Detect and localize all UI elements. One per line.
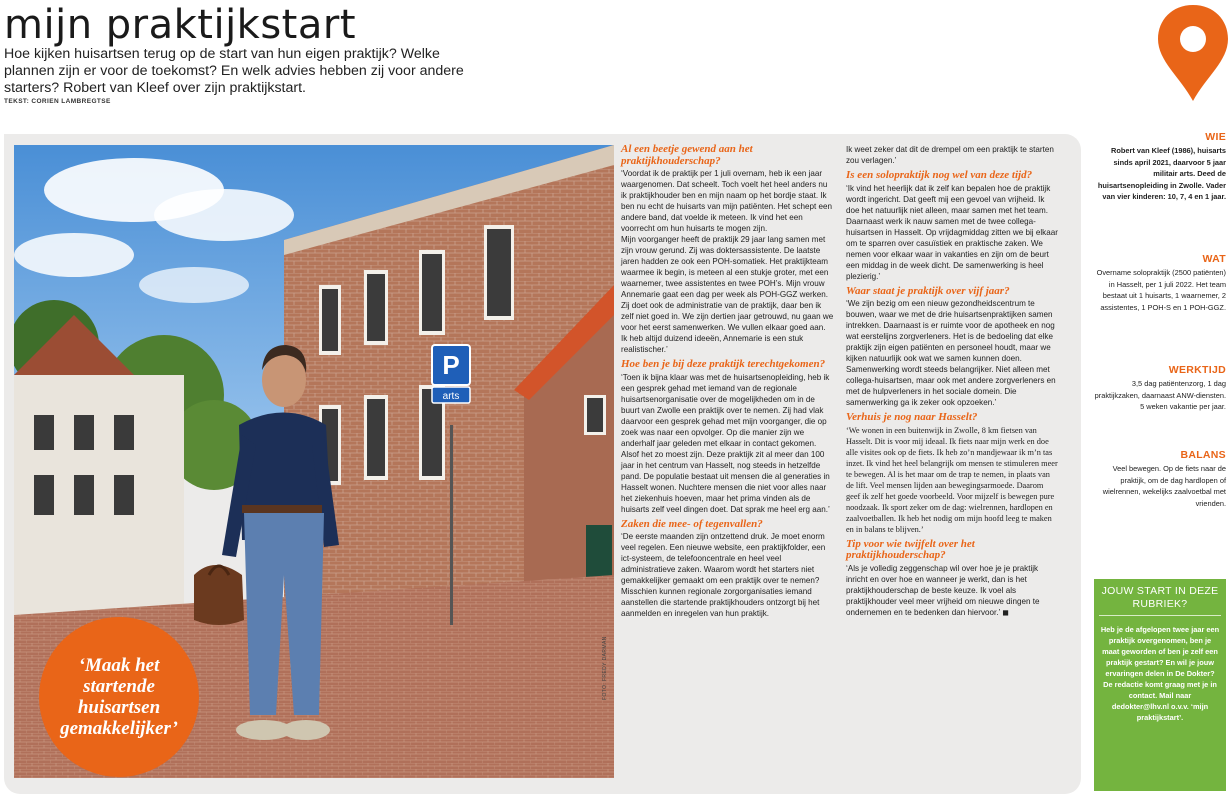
qa-block (846, 286, 1059, 409)
answer-paragraph: Mijn voorganger heeft de praktijk 29 jaar lang samen met zijn vrouw gerund. Zij was doktersassistente. De laatste jaren hadden ze ook een POH-somatiek. Het praktijkteam waarmee ik begin, is meteen al een stukje groter, met een waarnemer, twee assistentes en twee POH’s. Mijn vrouw Annemarie gaat een dag per week als POH-GGZ werken. Zij doet ook de administratie van de praktijk, daar ben ik zelf niet goed in. We zijn dertien jaar getrouwd, nu gaan we voor het eerst samenwerken. We vullen elkaar goed aan. Ik heb altijd duizend ideeën, Annemarie is een stuk realistischer.’ (621, 235, 834, 354)
location-pin-icon (1156, 3, 1229, 103)
photo-credit: FOTO: FREDY DARMAN (602, 636, 608, 700)
qa-block (621, 359, 834, 515)
question-heading: Is een solopraktijk nog wel van deze tijd? (846, 169, 1033, 181)
qa-block (846, 144, 1059, 166)
qa-block (846, 170, 1059, 282)
answer-paragraph: ‘Ik vind het heerlijk dat ik zelf kan bepalen hoe de praktijk wordt ingericht. Dat geeft mij een gevoel van vrijheid. Ik doe het natuurlijk niet alleen, maar samen met het team. Daarnaast werk ik nauw samen met de twee collega-huisartsen in Hasselt. Op vrijdagmiddag zitten we bij elkaar om te sparren over casuïstiek en praktische zaken. We nemen voor elkaar waar in vakanties en zijn om de beurt een middag in de week dicht. De samenwerking is heel plezierig.’ (846, 183, 1058, 281)
call-to-action-box (1094, 579, 1226, 791)
fact-werktijd (1092, 364, 1226, 413)
question-heading: Al een beetje gewend aan het praktijkhouderschap? (621, 143, 753, 167)
fact-text: Robert van Kleef (1986), huisarts sinds april 2021, daarvoor 5 jaar militair arts. Deed de huisartsenopleiding in Zwolle. Vader van vier kinderen: 10, 7, 4 en 1 jaar. (1097, 146, 1226, 202)
answer-paragraph: ‘We zijn bezig om een nieuw gezondheidscentrum te bouwen, waar we met de drie huisartsenpraktijken samen intrekken. Daarnaast is er ruimte voor de apotheek en nog wat eerstelijns zorgverleners. Het is de bedoeling dat elke praktijk zijn eigen patiënten en personeel houdt, maar we kijken natuurlijk ook wat we samen kunnen doen. Samenwerking wordt steeds belangrijker. Niet alleen met collega-huisartsen, maar ook met andere zorgverleners en met de hulpverleners in het sociale domein. Die samenwerking ga ik zeker ook opzoeken.’ (846, 299, 1056, 407)
parking-sign-text: arts (442, 391, 460, 402)
answer-paragraph: ‘De eerste maanden zijn ontzettend druk. Je moet enorm veel regelen. Een nieuwe website, een praktijkfolder, een ict-systeem, de telefooncentrale en heel veel administratieve zaken. Waarom wordt het starters niet gemakkelijker gemaakt om een praktijk over te nemen? Misschien kunnen regionale zorgorganisaties iemand aanstellen die startende praktijkhouders ontzorgt bij het aanmelden en inregelen van hun praktijk. (621, 532, 826, 618)
article-column-1 (621, 144, 834, 623)
article-column-2 (846, 144, 1059, 622)
intro-text: Hoe kijken huisartsen terug op de start van hun eigen praktijk? Welke plannen zijn er voor de toekomst? En welk advies hebben zij voor andere starters? Robert van Kleef over zijn praktijkstart. (4, 46, 464, 96)
question-heading: Tip voor wie twijfelt over het praktijkhouderschap? (846, 537, 975, 561)
answer-paragraph: Ik weet zeker dat dit de drempel om een praktijk te starten zou verlagen.’ (846, 145, 1054, 165)
fact-wat (1092, 253, 1226, 313)
fact-heading: WIE (1205, 131, 1226, 143)
answer-paragraph: ‘We wonen in een buitenwijk in Zwolle, 8 km fietsen van Hasselt. Dit is voor mij ideaal. Ik fiets naar mijn werk en doe alle visites ook op de fiets. Ik heb zo’n mandjewaar ik m’n tas inzet. Ik vind het heel belangrijk om mensen te stimuleren meer te bewegen. Al is het maar om de trap te nemen, in plaats van de lift. Veel mensen lijden aan bewegingsarmoede. Daarom geef ik zelf het goede voorbeeld. Voor mijzelf is bewegen pure noodzaak. Ik sport zeker om de dag: wielrennen, hardlopen en zaalvoetballen. Ik heb het nodig om mijn hoofd leeg te maken en in balans te blijven.’ (846, 425, 1058, 534)
fact-text: 3,5 dag patiëntenzorg, 1 dag praktijkzaken, daarnaast ANW-diensten. 5 weken vakantie per jaar. (1094, 379, 1226, 412)
fact-balans (1092, 449, 1226, 509)
cta-title: JOUW START IN DEZE RUBRIEK? (1099, 585, 1221, 616)
question-heading: Hoe ben je bij deze praktijk terechtgekomen? (621, 358, 826, 370)
fact-heading: WAT (1202, 253, 1226, 265)
question-heading: Verhuis je nog naar Hasselt? (846, 411, 978, 423)
answer-paragraph: ‘Voordat ik de praktijk per 1 juli overnam, heb ik een jaar waargenomen. Dat scheelt. Toch voelt het heel anders nu ik praktijkhouder ben en mijn naam op het bordje staat. Ik ben nu echt de huisarts van mijn patiënten. Het schept een andere band, dat voelde ik meteen. Ik vind het een voorrecht om hun huisarts te mogen zijn. (621, 169, 833, 233)
page-title: mijn praktijkstart (4, 2, 357, 48)
qa-block (846, 539, 1059, 618)
qa-block (621, 144, 834, 355)
byline: TEKST: CORIEN LAMBREGTSE (4, 98, 111, 105)
pull-quote-text: ‘Maak het startende huisartsen gemakkelijker’ (60, 655, 178, 739)
fact-wie (1092, 131, 1226, 203)
parking-sign-letter: P (442, 350, 460, 380)
question-heading: Waar staat je praktijk over vijf jaar? (846, 284, 1010, 297)
answer-paragraph: ‘Toen ik bijna klaar was met de huisartsenopleiding, heb ik een gesprek gehad met iemand van de regionale huisartsenorganisatie over de mogelijkheden om in de buurt van Zwolle een praktijk over te nemen. Zij had vlak daarvoor een gesprek gehad met mijn voorganger, die op zoek was naar een opvolger. Op die manier zijn we anderhalf jaar geleden met elkaar in contact gekomen. Alsof het zo moest zijn. Deze praktijk zit al meer dan 100 jaar in het centrum van Hasselt, nog steeds in hetzelfde pand. De populatie bestaat uit mensen die al generaties in Hasselt wonen. Nuchtere mensen die niet voor alles naar het ziekenhuis hoeven, maar het prima vinden als de huisarts zelf veel dingen doet. Dat sprak me heel erg aan.’ (621, 372, 830, 514)
cta-body: Heb je de afgelopen twee jaar een praktijk overgenomen, ben je maat geworden of ben je zelf een praktijk gestart? En wil je jouw ervaringen delen in De Dokter? De redactie komt graag met je in contact. Mail naar dedokter@lhv.nl o.v.v. ‘mijn praktijkstart’. (1100, 625, 1220, 722)
question-heading: Zaken die mee- of tegenvallen? (621, 517, 763, 530)
fact-text: Veel bewegen. Op de fiets naar de praktijk, om de dag hardlopen of wielrennen, wekelijks zaalvoetbal met vrienden. (1102, 464, 1226, 508)
qa-block (621, 519, 834, 620)
fact-text: Overname solopraktijk (2500 patiënten) in Hasselt, per 1 juli 2022. Het team bestaat uit 1 huisarts, 1 waarnemer, 2 assistentes, 1 POH-S en 1 POH-GGZ. (1096, 268, 1226, 312)
answer-paragraph: ‘Als je volledig zeggenschap wil over hoe je je praktijk inricht en over hoe en wanneer je werkt, dan is het praktijkhouderschap de beste keuze. Ik voel als praktijkhouder veel meer vrijheid om nieuwe dingen te ondernemen en te bedenken dan hiervoor.’ ◼ (846, 563, 1040, 617)
pull-quote (39, 617, 199, 777)
qa-block (846, 412, 1059, 535)
fact-heading: BALANS (1180, 449, 1226, 461)
fact-heading: WERKTIJD (1168, 364, 1226, 376)
